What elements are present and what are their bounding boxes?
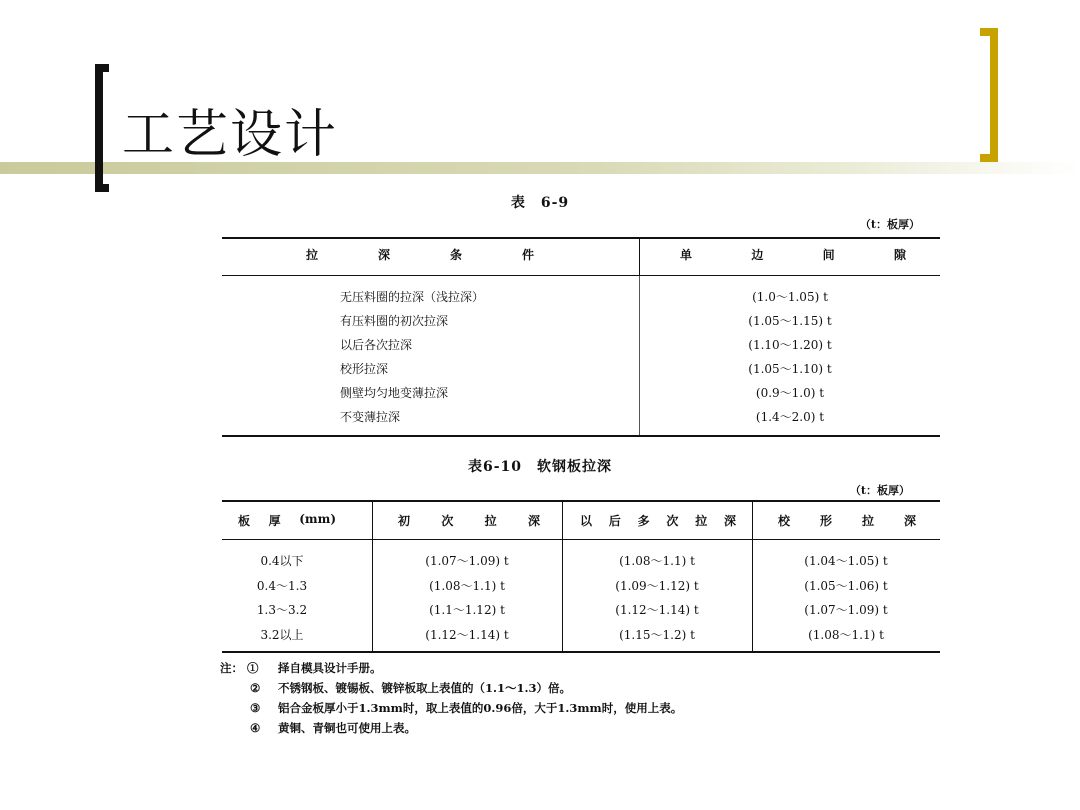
table2-header-shaping — [778, 512, 916, 529]
table1-condition-cell: 侧壁均匀地变薄拉深 — [340, 386, 449, 400]
table1-head-rule — [222, 275, 940, 276]
table1-condition-cell: 校形拉深 — [340, 362, 389, 376]
table2-shaping-cell: (1.04～1.05) t — [804, 554, 888, 568]
table1-header-char: 边 — [751, 248, 764, 262]
table2-first-cell: (1.1～1.12) t — [429, 603, 505, 617]
table2-later-cell: (1.15～1.2) t — [619, 628, 695, 642]
footnote-text: 择自模具设计手册。 — [278, 661, 382, 675]
table2-top-rule — [222, 500, 940, 502]
table1-header-condition — [306, 246, 534, 268]
table2-thickness-cell: 0.4～1.3 — [256, 579, 308, 593]
left-bracket-decoration — [95, 64, 109, 192]
table1-top-rule — [222, 237, 940, 239]
table2-header-char: 拉 — [695, 514, 708, 528]
table2-header-char: 深 — [723, 514, 736, 528]
table1-header-clearance — [680, 246, 906, 268]
table1-head-divider — [639, 239, 640, 275]
table1-clearance-cell: (1.0～1.05) t — [752, 290, 828, 304]
table1-clearance-cell: (1.10～1.20) t — [748, 338, 832, 352]
footnote-line — [220, 658, 682, 678]
table1-header-char: 深 — [377, 248, 390, 262]
table2-shaping-cell: (1.07～1.09) t — [804, 603, 888, 617]
table2-header-char: 拉 — [861, 514, 874, 528]
table2-header-char: 形 — [819, 514, 832, 528]
table2-caption: 表6-10 软钢板拉深 — [467, 459, 613, 475]
slide-title: 工艺设计 — [122, 105, 339, 165]
table1-clearance-cell: (1.05～1.15) t — [748, 314, 832, 328]
footnote-line — [220, 718, 682, 738]
table1-bottom-rule — [222, 435, 940, 437]
notes-label: 注： — [220, 661, 243, 675]
right-bracket-decoration — [980, 28, 998, 162]
table1-condition-cell: 不变薄拉深 — [340, 410, 401, 424]
table2-header-char: 校 — [778, 514, 791, 528]
table2-header-char: 深 — [903, 514, 916, 528]
footnote-line — [220, 678, 682, 698]
table2-first-cell: (1.07～1.09) t — [425, 554, 509, 568]
table2-header-char: (mm) — [299, 512, 336, 526]
table1-clearance-cell: (0.9～1.0) t — [755, 386, 825, 400]
table1-header-char: 拉 — [306, 248, 319, 262]
footnote-number: ④ — [250, 721, 261, 735]
table2-header-char: 板 — [238, 514, 251, 528]
table2-header-char: 多 — [637, 514, 650, 528]
table2-thickness-cell: 3.2以上 — [260, 628, 304, 642]
table2-header-char: 厚 — [268, 514, 281, 528]
table2-header-char: 次 — [441, 514, 454, 528]
footnote-mark — [220, 658, 278, 678]
table1-header-char: 件 — [521, 248, 534, 262]
table2-header-thickness — [238, 512, 336, 529]
footnotes — [220, 658, 682, 738]
table2-shaping-cell: (1.08～1.1) t — [808, 628, 884, 642]
table2-header-char: 次 — [666, 514, 679, 528]
table1-unit-note: （t：板厚） — [859, 218, 920, 231]
table2-later-cell: (1.08～1.1) t — [619, 554, 695, 568]
table2-header-char: 后 — [608, 514, 621, 528]
table1-header-char: 单 — [680, 248, 693, 262]
table2-thickness-cell: 0.4以下 — [260, 554, 304, 568]
footnote-text: 黄铜、青铜也可使用上表。 — [278, 721, 416, 735]
footnote-number: ① — [247, 661, 259, 675]
table1-header-char: 隙 — [893, 248, 906, 262]
table2-thickness-cell: 1.3～3.2 — [256, 603, 308, 617]
table1-condition-cell: 以后各次拉深 — [340, 338, 413, 352]
table2-header-char: 初 — [398, 514, 411, 528]
table2-later-cell: (1.12～1.14) t — [615, 603, 699, 617]
table1-caption: 表 6-9 — [510, 195, 570, 211]
table2-header-later-draws — [580, 512, 736, 529]
table2-head-rule — [222, 539, 940, 540]
table1-clearance-cell: (1.4～2.0) t — [755, 410, 825, 424]
footnote-text: 不锈钢板、镀锡板、镀锌板取上表值的（1.1～1.3）倍。 — [278, 681, 572, 695]
table2-header-char: 深 — [527, 514, 540, 528]
table2-unit-note: （t：板厚） — [849, 484, 910, 497]
table1-condition-cell: 有压料圈的初次拉深 — [340, 314, 449, 328]
table1-clearance-cell: (1.05～1.10) t — [748, 362, 832, 376]
footnote-number: ② — [250, 681, 261, 695]
table2-header-char: 以 — [580, 514, 593, 528]
table2-header-first-draw — [398, 512, 540, 529]
table2-first-cell: (1.12～1.14) t — [425, 628, 509, 642]
table2-later-cell: (1.09～1.12) t — [615, 579, 699, 593]
table2-shaping-cell: (1.05～1.06) t — [804, 579, 888, 593]
table1-condition-cell: 无压料圈的拉深（浅拉深） — [340, 290, 485, 304]
table2-first-cell: (1.08～1.1) t — [429, 579, 505, 593]
footnote-number: ③ — [250, 701, 261, 715]
table1-header-char: 条 — [449, 248, 462, 262]
table1-header-char: 间 — [822, 248, 835, 262]
footnote-line — [220, 698, 682, 718]
footnote-text: 铝合金板厚小于1.3mm时，取上表值的0.96倍，大于1.3mm时，使用上表。 — [278, 701, 683, 715]
table2-bottom-rule — [222, 651, 940, 653]
table2-header-char: 拉 — [484, 514, 497, 528]
